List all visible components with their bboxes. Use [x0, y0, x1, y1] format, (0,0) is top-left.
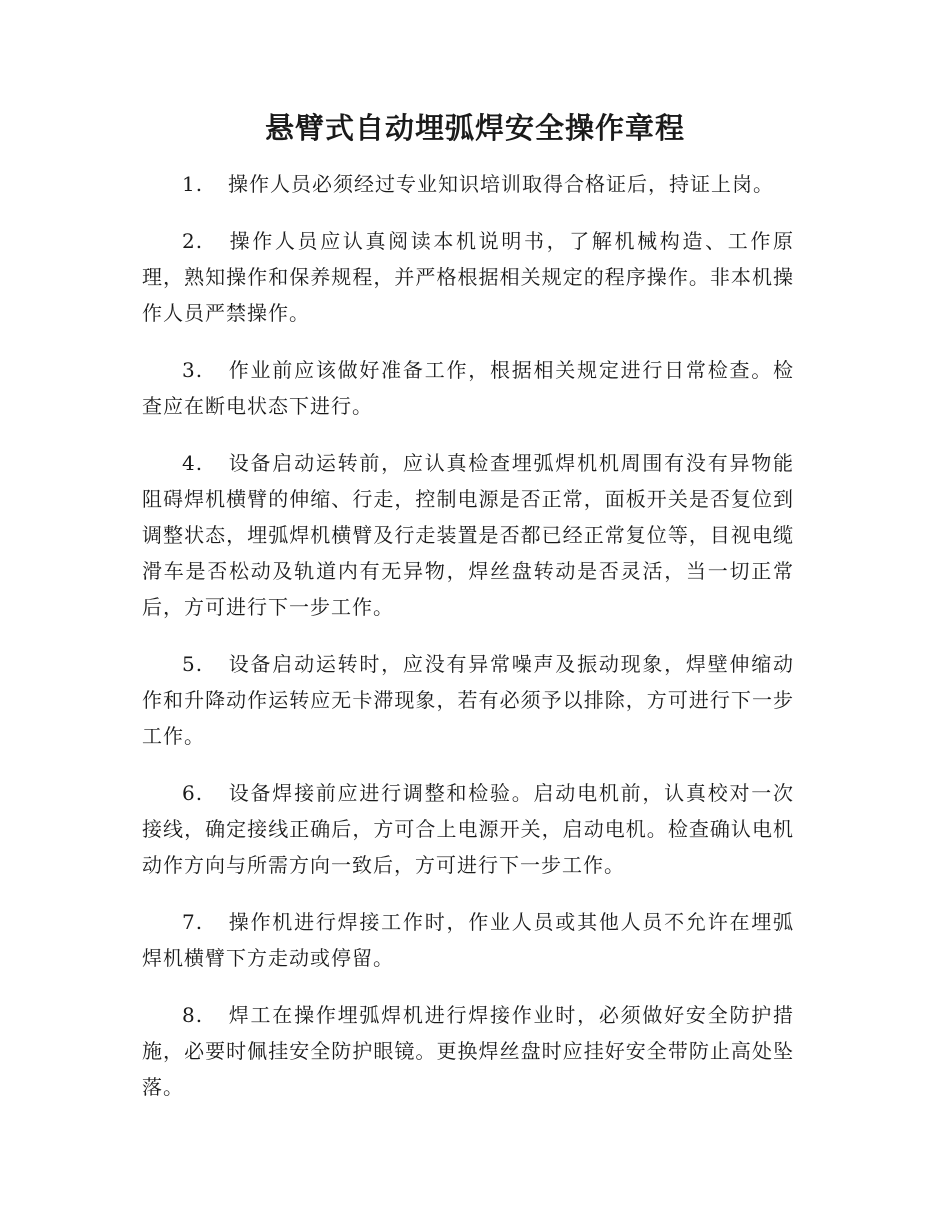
item-text: 操作人员应认真阅读本机说明书，了解机械构造、工作原理，熟知操作和保养规程，并严格根据相关规定的程序操作。非本机操作人员严禁操作。	[142, 229, 794, 325]
item-text: 焊工在操作埋弧焊机进行焊接作业时，必须做好安全防护措施，必要时佩挂安全防护眼镜。更换焊丝盘时应挂好安全带防止高处坠落。	[142, 1003, 794, 1099]
list-item	[142, 904, 794, 976]
item-number: 2.	[182, 229, 204, 253]
item-number: 7.	[182, 910, 204, 934]
item-text: 设备焊接前应进行调整和检验。启动电机前，认真校对一次接线，确定接线正确后，方可合上电源开关，启动电机。检查确认电机动作方向与所需方向一致后，方可进行下一步工作。	[142, 781, 794, 877]
list-item	[142, 352, 794, 424]
list-item	[142, 775, 794, 883]
item-number: 8.	[182, 1003, 204, 1027]
item-text: 设备启动运转前，应认真检查埋弧焊机机周围有没有异物能阻碍焊机横臂的伸缩、行走，控制电源是否正常，面板开关是否复位到调整状态，埋弧焊机横臂及行走装置是否都已经正常复位等，目视电缆滑车是否松动及轨道内有无异物，焊丝盘转动是否灵活，当一切正常后，方可进行下一步工作。	[142, 451, 794, 619]
item-text: 操作机进行焊接工作时，作业人员或其他人员不允许在埋弧焊机横臂下方走动或停留。	[142, 910, 794, 970]
item-number: 6.	[182, 781, 204, 805]
item-number: 1.	[182, 172, 204, 196]
list-item	[142, 445, 794, 625]
item-number: 5.	[182, 652, 204, 676]
list-item	[142, 223, 794, 331]
item-text: 设备启动运转时，应没有异常噪声及振动现象，焊壁伸缩动作和升降动作运转应无卡滞现象，若有必须予以排除，方可进行下一步工作。	[142, 652, 794, 748]
item-text: 操作人员必须经过专业知识培训取得合格证后，持证上岗。	[228, 172, 774, 196]
list-item	[142, 997, 794, 1105]
list-item	[142, 166, 794, 202]
list-item	[142, 646, 794, 754]
item-number: 4.	[182, 451, 204, 475]
document-body	[142, 166, 794, 1126]
item-number: 3.	[182, 358, 204, 382]
item-text: 作业前应该做好准备工作，根据相关规定进行日常检查。检查应在断电状态下进行。	[142, 358, 794, 418]
document-title: 悬臂式自动埋弧焊安全操作章程	[264, 111, 685, 145]
